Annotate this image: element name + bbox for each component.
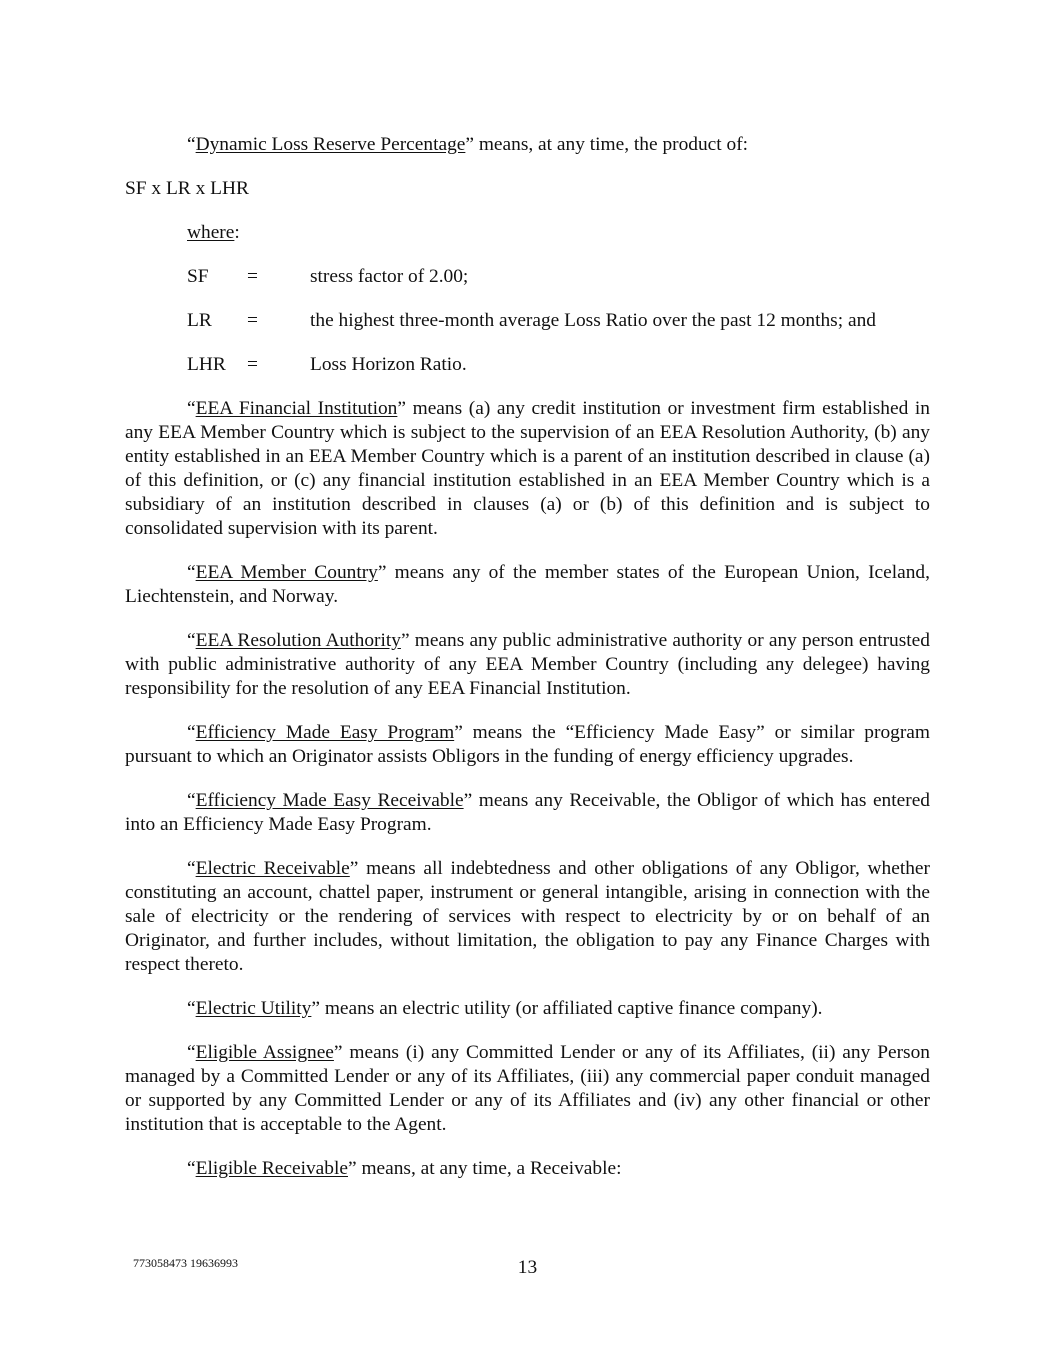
quote-open: “ [187, 790, 196, 811]
defined-term: Eligible Assignee [195, 1042, 334, 1063]
defined-term: EEA Resolution Authority [195, 630, 401, 651]
defined-term: EEA Member Country [195, 562, 378, 583]
defined-term: Electric Utility [195, 998, 312, 1019]
variable-name: LR [187, 310, 212, 331]
variable-name: SF [187, 266, 209, 287]
definition-text: ” means any of the member states of the European Union, Iceland, Liechtenstein, and Norway. [125, 562, 930, 607]
definition-text: ” means any Receivable, the Obligor of which has entered into an Efficiency Made Easy Program. [125, 790, 930, 835]
quote-open: “ [187, 562, 196, 583]
definition-text: ” means, at any time, the product of: [465, 134, 749, 155]
definition-dynamic-loss-reserve-percentage [125, 133, 930, 157]
definition-text: ” means, at any time, a Receivable: [347, 1158, 622, 1179]
variable-row-lhr [125, 353, 930, 377]
definition-text: ” means all indebtedness and other obligations of any Obligor, whether constituting an account, chattel paper, instrument or general intangible, arising in connection with the sale of electricity or the rendering of services with respect to electricity by or on behalf of an Originator, and further includes, without limitation, the obligation to pay any Finance Charges with respect thereto. [125, 858, 930, 975]
quote-open: “ [187, 722, 196, 743]
document-id: 773058473 19636993 [133, 1256, 238, 1270]
definition-electric-utility [125, 997, 930, 1021]
where-colon: : [234, 222, 240, 243]
document-body [125, 133, 930, 1201]
definition-text: ” means an electric utility (or affiliated captive finance company). [311, 998, 823, 1019]
definition-text: ” means the “Efficiency Made Easy” or similar program pursuant to which an Originator assists Obligors in the funding of energy efficiency upgrades. [125, 722, 930, 767]
quote-open: “ [187, 998, 196, 1019]
definition-efficiency-made-easy-receivable [125, 789, 930, 837]
where-label [125, 221, 930, 245]
defined-term: Electric Receivable [195, 858, 350, 879]
formula: SF x LR x LHR [125, 178, 249, 199]
definition-eea-financial-institution [125, 397, 930, 541]
variable-definition: stress factor of 2.00; [310, 266, 469, 287]
quote-open: “ [187, 630, 196, 651]
defined-term: Efficiency Made Easy Program [195, 722, 455, 743]
where-word: where [187, 222, 235, 243]
definition-eligible-receivable [125, 1157, 930, 1181]
variable-name: LHR [187, 354, 226, 375]
quote-open: “ [187, 398, 196, 419]
quote-open: “ [187, 1158, 196, 1179]
definition-electric-receivable [125, 857, 930, 977]
variable-equals: = [247, 266, 258, 287]
defined-term: Efficiency Made Easy Receivable [195, 790, 464, 811]
page-number: 13 [517, 1257, 538, 1278]
definition-text: ” means (i) any Committed Lender or any of its Affiliates, (ii) any Person managed by a Committed Lender or any of its Affiliates, (iii) any commercial paper conduit managed or supported by any Committed Lender or any of its Affiliates and (iv) any other financial or other institution that is acceptable to the Agent. [125, 1042, 930, 1135]
quote-open: “ [187, 1042, 196, 1063]
definition-text: ” means (a) any credit institution or investment firm established in any EEA Member Country which is subject to the supervision of an EEA Resolution Authority, (b) any entity established in an EEA Member Country which is a parent of an institution described in clause (a) of this definition, or (c) any financial institution established in an EEA Member Country which is a subsidiary of an institution described in clauses (a) or (b) of this definition and is subject to consolidated supervision with its parent. [125, 398, 930, 539]
variable-row-lr [125, 309, 930, 333]
definition-text: ” means any public administrative authority or any person entrusted with public administrative authority of any EEA Member Country (including any delegee) having responsibility for the resolution of any EEA Financial Institution. [125, 630, 930, 699]
variable-equals: = [247, 354, 258, 375]
definition-eea-resolution-authority [125, 629, 930, 701]
defined-term: Eligible Receivable [195, 1158, 348, 1179]
definition-efficiency-made-easy-program [125, 721, 930, 769]
defined-term: EEA Financial Institution [195, 398, 398, 419]
variable-definition: Loss Horizon Ratio. [310, 354, 467, 375]
definition-eea-member-country [125, 561, 930, 609]
defined-term: Dynamic Loss Reserve Percentage [195, 134, 466, 155]
variable-row-sf [125, 265, 930, 289]
quote-open: “ [187, 134, 196, 155]
variable-definition: the highest three-month average Loss Ratio over the past 12 months; and [310, 310, 876, 331]
definition-eligible-assignee [125, 1041, 930, 1137]
variable-equals: = [247, 310, 258, 331]
quote-open: “ [187, 858, 196, 879]
